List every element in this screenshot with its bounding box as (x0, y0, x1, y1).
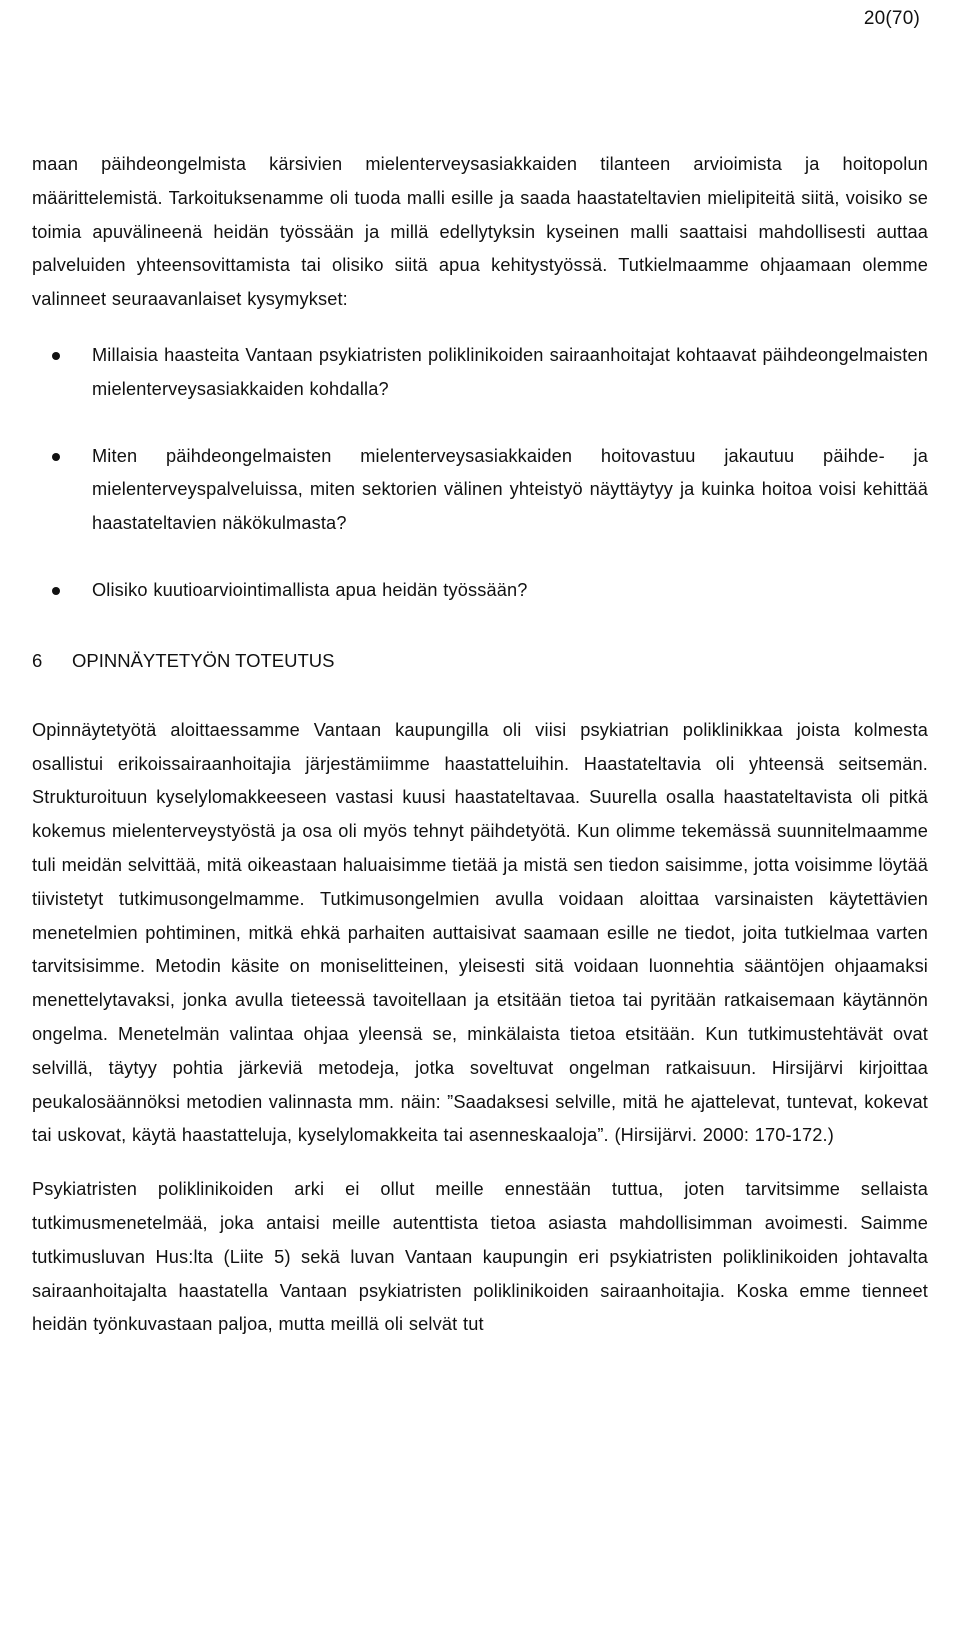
intro-paragraph: maan päihdeongelmista kärsivien mielenterveysasiakkaiden tilanteen arvioimista ja hoitopolun määrittelemistä. Tarkoituksenamme oli tuoda malli esille ja saada haastateltavien mielipiteitä siitä, voisiko se toimia apuvälineenä heidän työssään ja millä edellytyksin kyseinen malli saattaisi mahdollisesti auttaa palveluiden yhteensovittamista tai olisiko siitä apua kehitystyössä. Tutkielmaamme ohjaamaan olemme valinneet seuraavanlaiset kysymykset: (32, 154, 928, 310)
bullet-icon (52, 587, 60, 595)
section-number: 6 (32, 649, 43, 671)
section-paragraph-2: Psykiatristen poliklinikoiden arki ei ollut meille ennestään tuttua, joten tarvitsimme sellaista tutkimusmenetelmää, joka antaisi meille autenttista tietoa asiasta mahdollisimman avoimesti. Saimme tutkimusluvan Hus:lta (Liite 5) sekä luvan Vantaan kaupungin eri psykiatristen poliklinikoiden johtavalta sairaanhoitajalta haastatella Vantaan psykiatristen poliklinikoiden sairaanhoitajia. Koska emme tienneet heidän työnkuvastaan paljoa, mutta meillä oli selvät tut (32, 1179, 928, 1335)
bullet-icon (52, 453, 60, 461)
document-body (32, 148, 928, 1342)
research-questions-list (32, 339, 928, 608)
list-item (32, 339, 928, 407)
section-heading (32, 646, 928, 676)
list-item (32, 440, 928, 541)
bullet-icon (52, 352, 60, 360)
question-text: Millaisia haasteita Vantaan psykiatristen poliklinikoiden sairaanhoitajat kohtaavat päihdeongelmaisten mielenterveysasiakkaiden kohdalla? (92, 344, 928, 399)
question-text: Olisiko kuutioarviointimallista apua heidän työssään? (92, 579, 528, 600)
page-number: 20(70) (863, 8, 920, 29)
section-title: OPINNÄYTETYÖN TOTEUTUS (72, 649, 335, 671)
section-paragraph-1: Opinnäytetyötä aloittaessamme Vantaan kaupungilla oli viisi psykiatrian poliklinikkaa joista kolmesta osallistui erikoissairaanhoitajia järjestämiimme haastatteluihin. Haastateltavia oli yhteensä seitsemän. Strukturoituun kyselylomakkeeseen vastasi kuusi haastateltavaa. Suurella osalla haastateltavista oli pitkä kokemus mielenterveystyöstä ja osa oli myös tehnyt päihdetyötä. Kun olimme tekemässä suunnitelmaamme tuli meidän selvittää, mitä oikeastaan haluaisimme tietää ja mistä sen tiedon saisimme, jotta voisimme löytää tiivistetyt tutkimusongelmamme. Tutkimusongelmien avulla voidaan aloittaa varsinaisten käytettävien menetelmien pohtiminen, mitkä ehkä parhaiten auttaisivat saamaan esille ne tiedot, joita tutkielmaa varten tarvitsisimme. Metodin käsite on moniselitteinen, yleisesti sitä voidaan luonnehtia sääntöjen ohjaamaksi menettelytavaksi, jonka avulla tieteessä tavoitellaan ja etsitään tietoa tai pyritään ratkaisemaan käytännön ongelma. Menetelmän valintaa ohjaa yleensä se, minkälaista tietoa etsitään. Kun tutkimustehtävät ovat selvillä, täytyy pohtia järkeviä metodeja, jotka soveltuvat ongelman ratkaisuun. Hirsijärvi kirjoittaa peukalosäännöksi metodien valinnasta mm. näin: ”Saadaksesi selville, mitä he ajattelevat, tuntevat, kokevat tai uskovat, käytä haastatteluja, kyselylomakkeita tai asenneskaaloja”. (Hirsijärvi. 2000: 170-172.) (32, 719, 928, 1146)
list-item (32, 574, 928, 608)
question-text: Miten päihdeongelmaisten mielenterveysasiakkaiden hoitovastuu jakautuu päihde- ja mielenterveyspalveluissa, miten sektorien välinen yhteistyö näyttäytyy ja kuinka hoitoa voisi kehittää haastateltavien näkökulmasta? (92, 445, 928, 534)
